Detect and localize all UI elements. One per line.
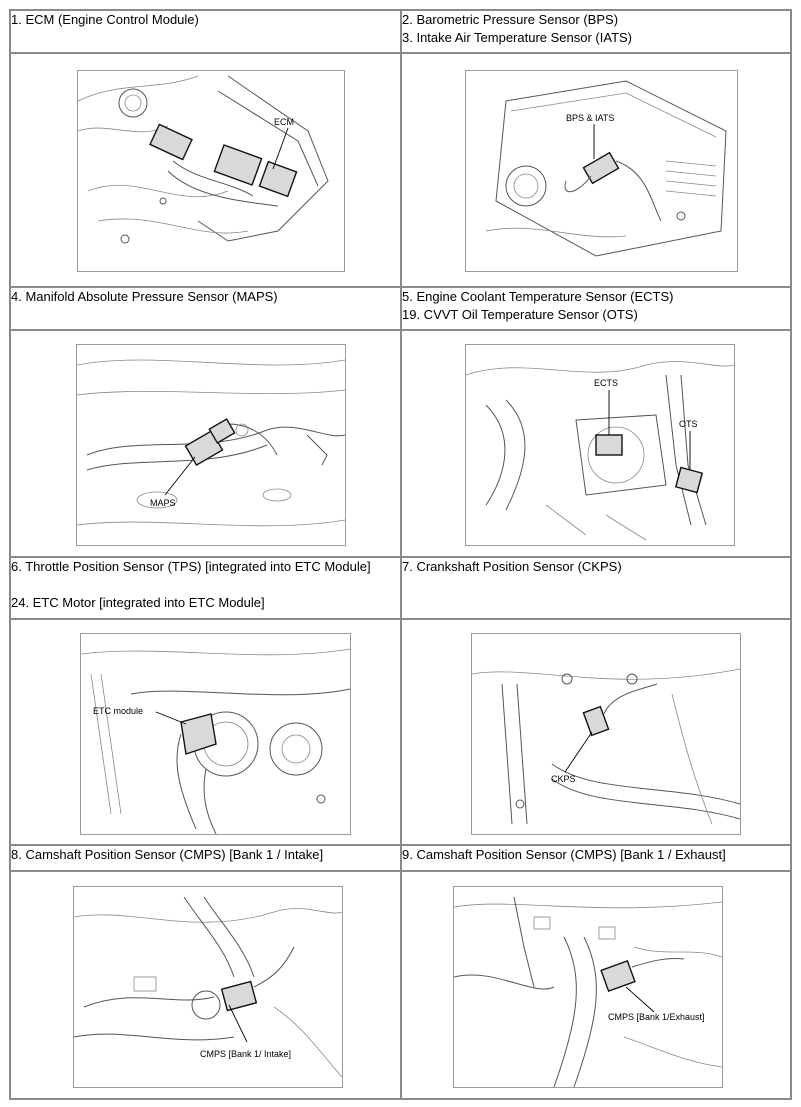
table-row bbox=[10, 845, 791, 871]
ckps-illustration bbox=[471, 633, 741, 835]
sensor-title: 24. ETC Motor [integrated into ETC Module] bbox=[11, 595, 265, 610]
etc-illustration bbox=[80, 633, 351, 835]
cell-cmps-exhaust-label bbox=[401, 845, 791, 871]
sensor-title: 4. Manifold Absolute Pressure Sensor (MAPS) bbox=[11, 289, 278, 304]
sensor-title: 8. Camshaft Position Sensor (CMPS) [Bank 1 / Intake] bbox=[11, 847, 324, 862]
cell-maps-illustration bbox=[10, 330, 401, 557]
bps-iats-illustration bbox=[465, 70, 738, 272]
sensor-title: 3. Intake Air Temperature Sensor (IATS) bbox=[402, 30, 633, 45]
cmps-intake-callout: CMPS [Bank 1/ Intake] bbox=[200, 1049, 292, 1059]
table-row bbox=[10, 871, 791, 1099]
sensor-title: 6. Throttle Position Sensor (TPS) [integrated into ETC Module] bbox=[11, 559, 371, 574]
sensor-title: 19. CVVT Oil Temperature Sensor (OTS) bbox=[402, 307, 638, 322]
ects-ots-illustration bbox=[465, 344, 735, 546]
table-row bbox=[10, 619, 791, 845]
sensor-location-table bbox=[9, 9, 792, 1100]
cell-etc-illustration bbox=[10, 619, 401, 845]
cmps-exhaust-illustration bbox=[453, 886, 723, 1088]
sensor-title: 9. Camshaft Position Sensor (CMPS) [Bank 1 / Exhaust] bbox=[402, 847, 726, 862]
cell-ects-ots-illustration bbox=[401, 330, 791, 557]
cell-cmps-intake-label bbox=[10, 845, 401, 871]
bps-iats-callout: BPS & IATS bbox=[566, 113, 615, 123]
cell-ecm-label bbox=[10, 10, 401, 53]
cell-tps-etc-label bbox=[10, 557, 401, 619]
cmps-intake-illustration bbox=[73, 886, 343, 1088]
ecm-callout: ECM bbox=[274, 117, 294, 127]
cell-cmps-exhaust-illustration bbox=[401, 871, 791, 1099]
cell-bps-iats-illustration bbox=[401, 53, 791, 287]
cell-ckps-illustration bbox=[401, 619, 791, 845]
cell-ecm-illustration bbox=[10, 53, 401, 287]
table-row bbox=[10, 287, 791, 330]
ckps-callout: CKPS bbox=[551, 774, 576, 784]
table-row bbox=[10, 53, 791, 287]
table-row bbox=[10, 557, 791, 619]
table-row bbox=[10, 10, 791, 53]
cmps-exhaust-callout: CMPS [Bank 1/Exhaust] bbox=[608, 1012, 705, 1022]
maps-illustration bbox=[76, 344, 346, 546]
sensor-title: 5. Engine Coolant Temperature Sensor (ECTS) bbox=[402, 289, 674, 304]
etc-module-callout: ETC module bbox=[93, 706, 144, 716]
cell-ects-ots-label bbox=[401, 287, 791, 330]
ecm-illustration bbox=[77, 70, 345, 272]
ects-callout: ECTS bbox=[594, 378, 619, 388]
cell-ckps-label bbox=[401, 557, 791, 619]
sensor-title: 7. Crankshaft Position Sensor (CKPS) bbox=[402, 559, 622, 574]
sensor-title: 1. ECM (Engine Control Module) bbox=[11, 12, 199, 27]
sensor-title bbox=[11, 576, 400, 594]
cell-cmps-intake-illustration bbox=[10, 871, 401, 1099]
cell-bps-iats-label bbox=[401, 10, 791, 53]
table-row bbox=[10, 330, 791, 557]
maps-callout: MAPS bbox=[150, 498, 176, 508]
ots-callout: OTS bbox=[679, 419, 698, 429]
cell-maps-label bbox=[10, 287, 401, 330]
sensor-title: 2. Barometric Pressure Sensor (BPS) bbox=[402, 12, 619, 27]
